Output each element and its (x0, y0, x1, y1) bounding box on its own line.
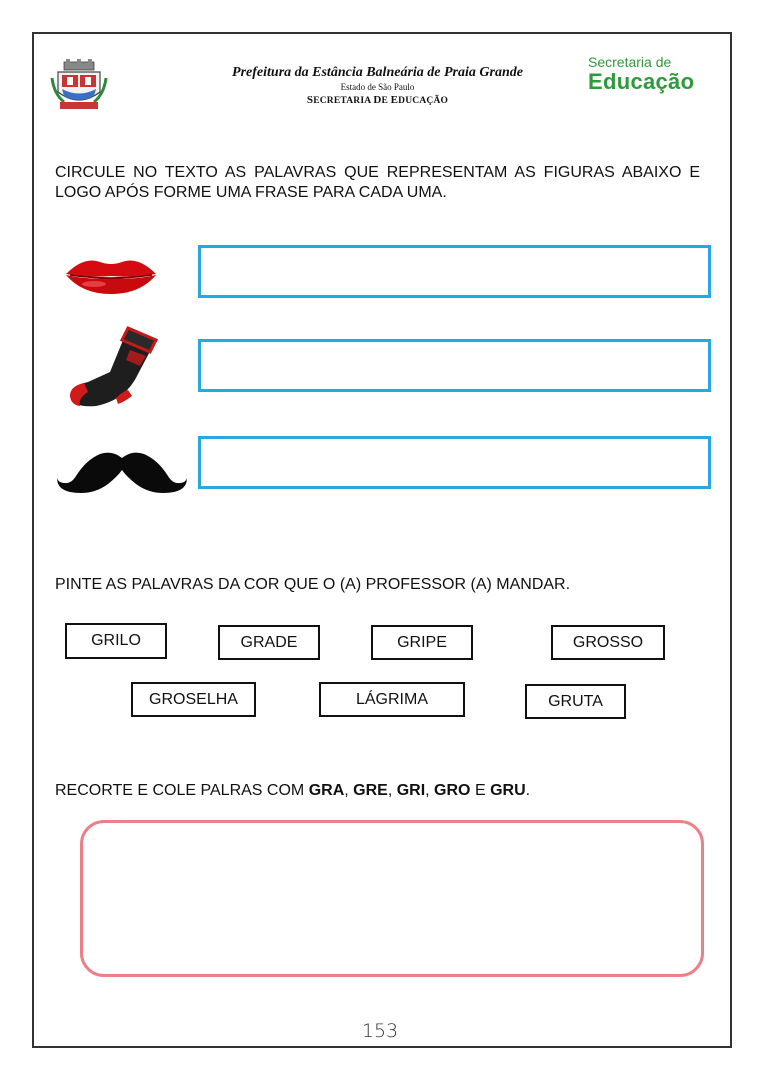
header-text (190, 64, 565, 108)
secretaria-educacao-logo (588, 54, 708, 94)
header-state: Estado de São Paulo (340, 82, 415, 92)
syllable-gra: GRA (308, 782, 345, 799)
syllable-gre: GRE (353, 782, 388, 799)
instruction-prefix: RECORTE E COLE PALRAS COM (55, 782, 309, 799)
word-box[interactable]: GRUTA (525, 684, 626, 719)
syllable-gri: GRI (396, 782, 426, 799)
lips-icon (64, 254, 158, 296)
header-title: Prefeitura da Estância Balneária de Praia Grande (232, 65, 523, 80)
word-box[interactable]: GRILO (65, 623, 167, 659)
page-number: 153 (361, 1020, 399, 1042)
paste-area[interactable] (80, 820, 704, 977)
instruction-cut-and-paste: RECORTE E COLE PALRAS COM GRA, GRE, GRI, GRO E GRU. (55, 782, 531, 799)
instruction-paint-words: PINTE AS PALAVRAS DA COR QUE O (A) PROFESSOR (A) MANDAR. (55, 576, 571, 593)
syllable-gro: GRO (434, 782, 471, 799)
instruction-circle-words: CIRCULE NO TEXTO AS PALAVRAS QUE REPRESENTAM AS FIGURAS ABAIXO E LOGO APÓS FORME UMA FRASE PARA CADA UMA. (55, 164, 700, 201)
word-box[interactable]: GRIPE (371, 625, 473, 660)
answer-box-3[interactable] (198, 436, 711, 489)
header-secretaria: SECRETARIA DE EDUCAÇÃO (306, 94, 449, 106)
city-crest-icon (50, 58, 108, 112)
word-box[interactable]: GRADE (218, 625, 320, 660)
word-box[interactable]: GROSSO (551, 625, 665, 660)
word-box[interactable]: LÁGRIMA (319, 682, 465, 717)
logo-bottom-text: Educação (588, 69, 695, 94)
answer-box-1[interactable] (198, 245, 711, 298)
syllable-gru: GRU (490, 782, 526, 799)
answer-box-2[interactable] (198, 339, 711, 392)
word-box[interactable]: GROSELHA (131, 682, 256, 717)
logo-top-text: Secretaria de (588, 54, 672, 70)
sock-icon (66, 326, 160, 408)
mustache-icon (56, 448, 188, 496)
